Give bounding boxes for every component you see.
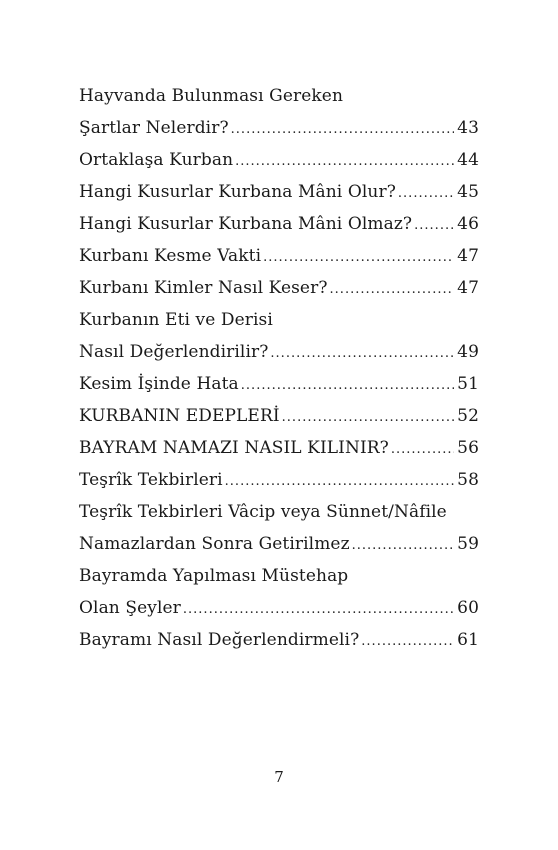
toc-entry	[79, 624, 479, 656]
dot-leader	[263, 242, 454, 274]
toc-entry-title: Kesim İşinde Hata	[79, 374, 239, 394]
page-number: 7	[274, 768, 284, 786]
toc-entry-title: Bayramda Yapılması Müstehap	[79, 566, 349, 586]
toc-entry-page: 51	[457, 374, 479, 394]
toc-entry-page: 43	[457, 118, 479, 138]
toc-entry-page: 47	[457, 246, 479, 266]
dot-leader	[231, 114, 454, 146]
toc-entry-title: Namazlardan Sonra Getirilmez	[79, 534, 350, 554]
toc-entry	[79, 592, 479, 624]
dot-leader	[398, 178, 454, 210]
toc-entry-title: Kurbanın Eti ve Derisi	[79, 310, 273, 330]
toc-entry-title: Kurbanı Kesme Vakti	[79, 246, 262, 266]
toc-entry	[79, 400, 479, 432]
toc-entry	[79, 368, 479, 400]
dot-leader	[352, 530, 455, 562]
toc-entry-page: 61	[457, 630, 479, 650]
toc-entry-title: Hayvanda Bulunması Gereken	[79, 86, 344, 106]
dot-leader	[270, 338, 454, 370]
toc-entry	[79, 336, 479, 368]
toc-entry	[79, 464, 479, 496]
toc-entry-page: 60	[457, 598, 479, 618]
toc-entry	[79, 496, 479, 528]
toc-entry	[79, 528, 479, 560]
toc-entry-title: Teşrîk Tekbirleri Vâcip veya Sünnet/Nâfile	[79, 502, 447, 522]
toc-entry-title: Ortaklaşa Kurban	[79, 150, 234, 170]
toc-entry-title: KURBANIN EDEPLERİ	[79, 406, 280, 426]
dot-leader	[391, 434, 454, 466]
toc-entry	[79, 304, 479, 336]
toc-entry-page: 49	[457, 342, 479, 362]
dot-leader	[225, 466, 454, 498]
dot-leader	[241, 370, 454, 402]
dot-leader	[183, 594, 454, 626]
toc-entry-title: Şartlar Nelerdir?	[79, 118, 229, 138]
table-of-contents	[79, 80, 479, 656]
toc-entry	[79, 272, 479, 304]
toc-entry-title: Hangi Kusurlar Kurbana Mâni Olur?	[79, 182, 396, 202]
toc-entry-title: Olan Şeyler	[79, 598, 181, 618]
toc-entry-page: 45	[457, 182, 479, 202]
dot-leader	[235, 146, 454, 178]
toc-entry-title: Hangi Kusurlar Kurbana Mâni Olmaz?	[79, 214, 413, 234]
toc-entry	[79, 80, 479, 112]
toc-entry-page: 47	[457, 278, 479, 298]
toc-entry-title: Nasıl Değerlendirilir?	[79, 342, 269, 362]
dot-leader	[282, 402, 454, 434]
toc-entry	[79, 112, 479, 144]
toc-entry-title: Bayramı Nasıl Değerlendirmeli?	[79, 630, 360, 650]
toc-entry-title: Kurbanı Kimler Nasıl Keser?	[79, 278, 328, 298]
toc-entry-page: 52	[457, 406, 479, 426]
toc-entry-page: 58	[457, 470, 479, 490]
toc-entry	[79, 432, 479, 464]
dot-leader	[361, 626, 454, 658]
toc-entry-title: Teşrîk Tekbirleri	[79, 470, 223, 490]
dot-leader	[414, 210, 454, 242]
dot-leader	[330, 274, 455, 306]
toc-entry-page: 46	[457, 214, 479, 234]
toc-entry-page: 44	[457, 150, 479, 170]
toc-entry	[79, 208, 479, 240]
toc-entry	[79, 144, 479, 176]
toc-entry-title: BAYRAM NAMAZI NASIL KILINIR?	[79, 438, 389, 458]
toc-entry	[79, 560, 479, 592]
toc-entry-page: 59	[457, 534, 479, 554]
toc-entry	[79, 240, 479, 272]
toc-entry	[79, 176, 479, 208]
toc-entry-page: 56	[457, 438, 479, 458]
